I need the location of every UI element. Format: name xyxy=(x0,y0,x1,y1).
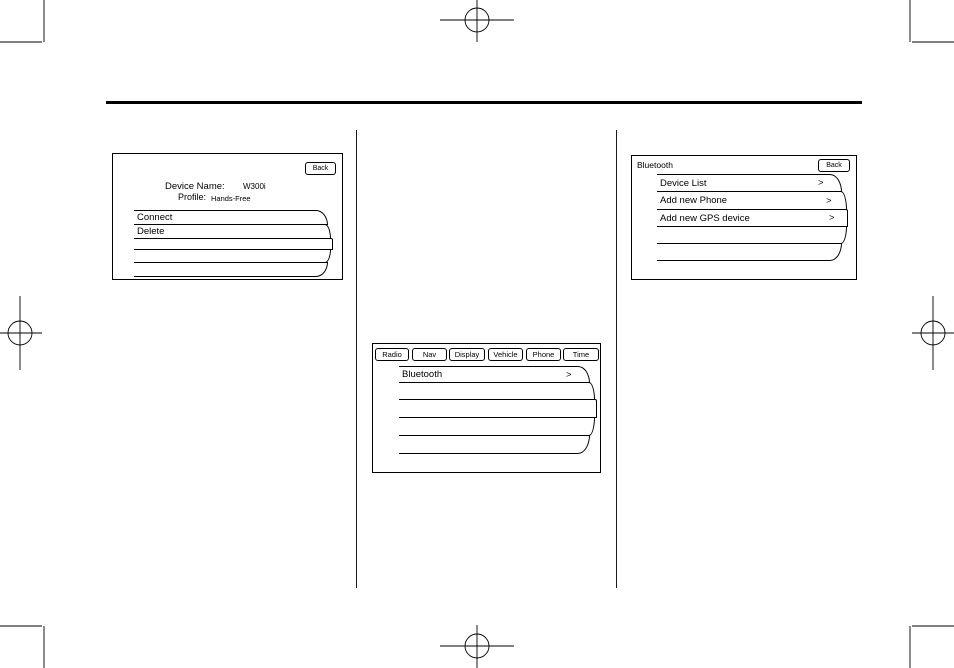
registration-mark-left xyxy=(0,296,42,370)
add-new-phone-row[interactable] xyxy=(657,191,847,210)
crop-mark-bottom-right xyxy=(910,626,954,668)
back-button[interactable]: Back xyxy=(818,159,850,172)
config-menu-screen xyxy=(372,343,601,473)
device-list-row[interactable] xyxy=(657,174,842,192)
crop-mark-top-left xyxy=(0,0,44,42)
list-row-empty xyxy=(399,399,597,418)
registration-mark-top xyxy=(440,0,514,42)
row-label: Device List xyxy=(660,177,707,189)
registration-mark-right xyxy=(912,296,954,370)
registration-mark-bottom xyxy=(440,625,514,668)
bluetooth-menu-screen xyxy=(631,155,857,280)
row-label: Add new GPS device xyxy=(660,212,750,224)
list-row-empty xyxy=(134,249,331,263)
crop-mark-bottom-left xyxy=(0,626,44,668)
delete-row[interactable] xyxy=(134,224,331,239)
back-button[interactable]: Back xyxy=(305,162,336,175)
device-name-label: Device Name: xyxy=(165,181,225,192)
device-name-value: W300i xyxy=(243,182,266,191)
tab-time[interactable]: Time xyxy=(563,348,599,361)
tab-radio[interactable]: Radio xyxy=(375,348,409,361)
row-label: Add new Phone xyxy=(660,195,728,206)
list-row-empty xyxy=(399,382,595,400)
profile-label: Profile: xyxy=(178,192,207,202)
list-row-empty xyxy=(657,243,842,261)
screen-title: Bluetooth xyxy=(637,160,673,170)
tab-phone[interactable]: Phone xyxy=(526,348,561,361)
profile-value: Hands-Free xyxy=(211,193,251,203)
chevron-right-icon: > xyxy=(818,177,824,189)
connect-row[interactable] xyxy=(134,210,328,225)
list-row-empty xyxy=(399,417,595,436)
chevron-right-icon: > xyxy=(829,212,835,224)
row-label: Bluetooth xyxy=(402,369,443,380)
row-label: Connect xyxy=(137,212,173,223)
bluetooth-row[interactable] xyxy=(399,366,590,383)
crop-mark-top-right xyxy=(910,0,954,42)
device-detail-screen xyxy=(112,153,343,280)
chevron-right-icon: > xyxy=(566,368,572,380)
row-label: Delete xyxy=(137,226,165,237)
list-row-empty xyxy=(399,435,590,454)
tab-nav[interactable]: Nav xyxy=(412,348,447,361)
list-row-empty xyxy=(134,262,328,277)
tab-display[interactable]: Display xyxy=(449,348,485,361)
chevron-right-icon: > xyxy=(826,194,832,206)
tab-vehicle[interactable]: Vehicle xyxy=(488,348,523,361)
list-row-empty xyxy=(657,226,847,244)
add-new-gps-device-row[interactable] xyxy=(657,209,848,227)
